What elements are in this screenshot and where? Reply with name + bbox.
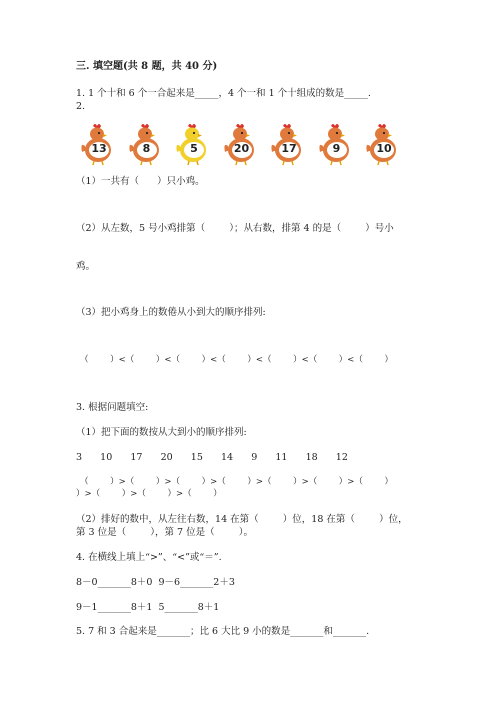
question-2-part-2-line-1: （2）从左数，5 号小鸡排第（ ）；从右数，排第 4 的是（ ）号小 <box>76 223 394 234</box>
chick-number: 9 <box>332 142 341 155</box>
question-2-number: 2. <box>76 101 86 112</box>
question-3-numbers: 3 10 17 20 15 14 9 11 18 12 <box>76 452 348 463</box>
question-3-title: 3. 根据问题填空: <box>76 402 149 413</box>
chick-number: 10 <box>376 142 392 155</box>
chick-number: 20 <box>233 142 250 155</box>
question-5: 5. 7 和 3 合起来是_______；比 6 大比 9 小的数是_______和_______. <box>76 626 370 637</box>
chick-2 <box>128 122 164 166</box>
chick-number: 17 <box>281 142 297 155</box>
question-2-part-3-blanks: （ ）<（ ）<（ ）<（ ）<（ ）<（ ）<（ ） <box>80 355 394 365</box>
question-3-blanks-row-1: （ ）>（ ）>（ ）>（ ）>（ ）>（ ）>（ ） <box>80 477 394 487</box>
section-title: 三. 填空题(共 8 题，共 40 分) <box>76 61 218 72</box>
chick-row <box>80 122 410 168</box>
question-4-row-1: 8－0_______8＋0 9－6_______2＋3 <box>76 577 235 588</box>
chick-number: 5 <box>190 142 198 155</box>
question-2-part-3: （3）把小鸡身上的数倦从小到大的顺序排列: <box>76 307 266 318</box>
question-3-part-2-line-2: 第 3 位是（ ），第 7 位是（ ）。 <box>76 527 253 538</box>
question-3-part-2-line-1: （2）排好的数中，从左往右数，14 在第（ ）位，18 在第（ ）位， <box>76 514 408 525</box>
chick-4 <box>223 122 259 166</box>
chick-7 <box>365 122 401 166</box>
question-3-blanks-row-2: ）>（ ）>（ ）>（ ） <box>76 489 222 499</box>
question-2-part-1: （1）一共有（ ）只小鸡。 <box>76 176 205 187</box>
chick-number: 8 <box>142 142 151 155</box>
question-4-row-2: 9－1_______8＋1 5_______8＋1 <box>76 602 220 613</box>
chick-5 <box>270 122 306 166</box>
question-2-part-2-line-2: 鸡。 <box>76 261 96 272</box>
question-4-title: 4. 在横线上填上“>”、“<”或“＝”. <box>76 552 222 563</box>
chick-number: 13 <box>91 142 107 155</box>
question-1: 1. 1 个十和 6 个一合起来是_____，4 个一和 1 个十组成的数是_____. <box>76 88 371 99</box>
chick-3 <box>175 122 211 166</box>
chick-6 <box>318 122 354 166</box>
question-3-part-1: （1）把下面的数按从大到小的顺序排列: <box>76 427 247 438</box>
chick-1 <box>80 122 116 166</box>
